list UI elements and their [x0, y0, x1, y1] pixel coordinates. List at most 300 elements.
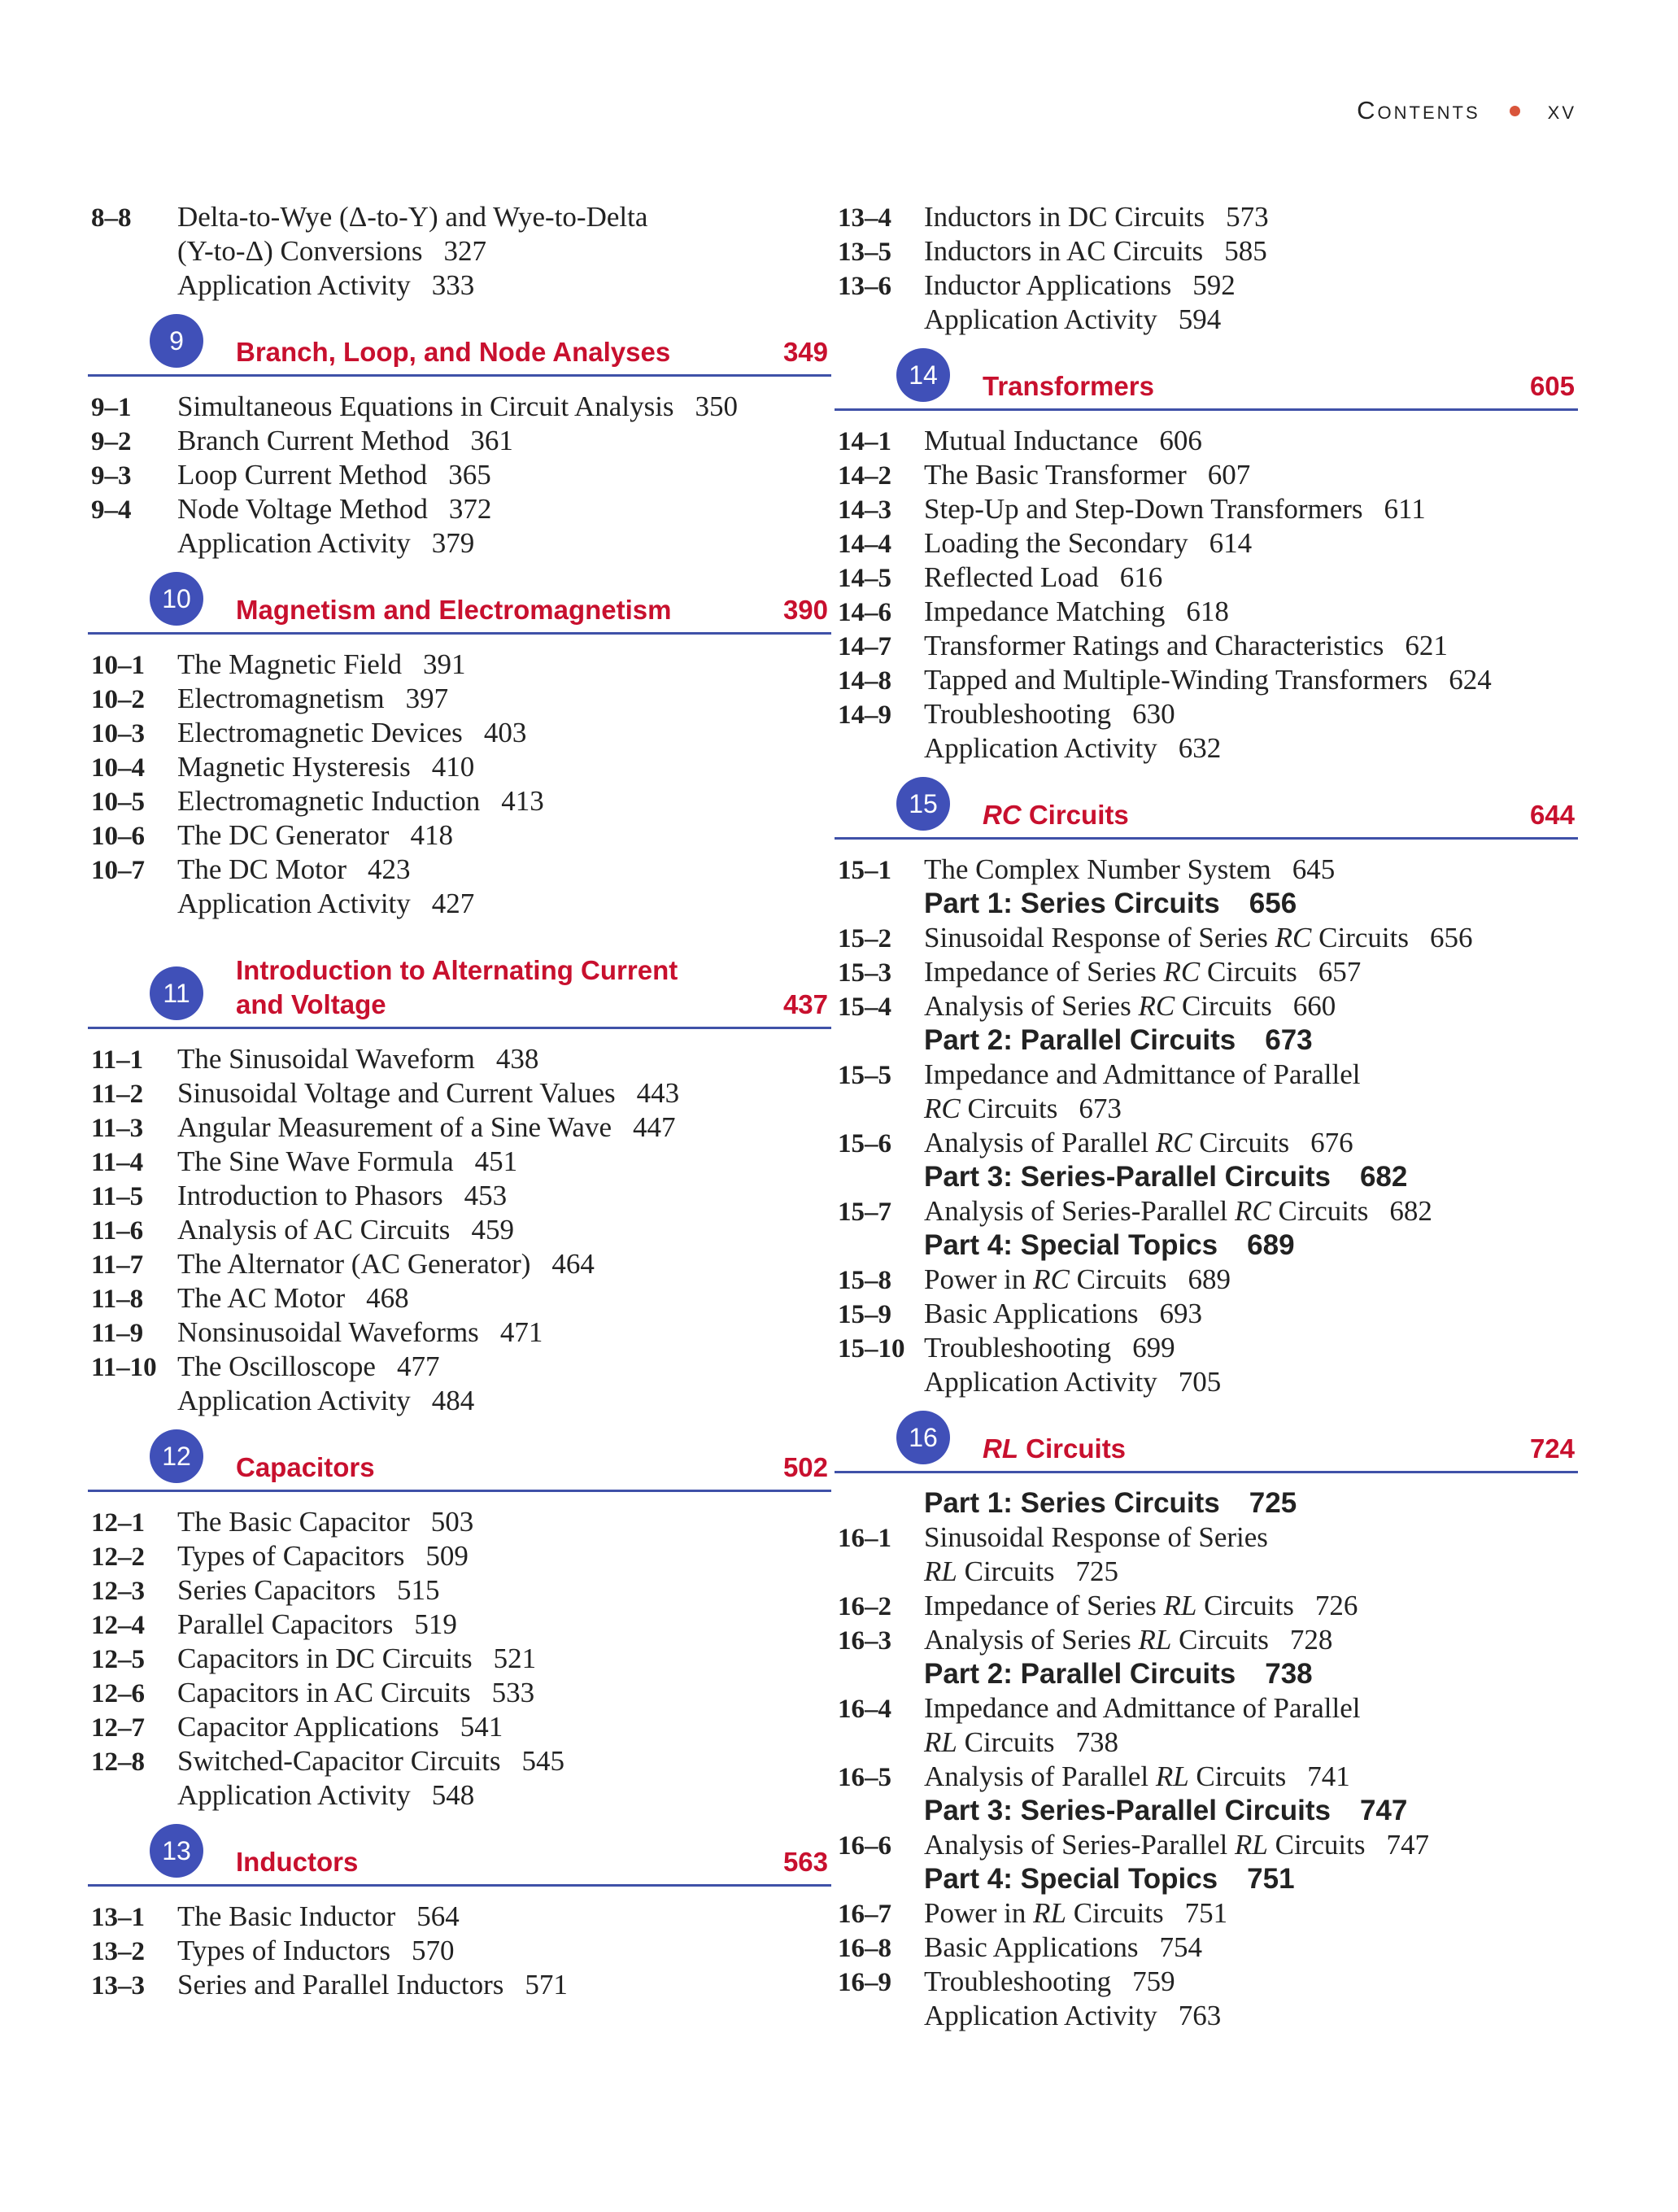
section-page-number: 611 [1384, 493, 1426, 525]
section-number: 13–5 [838, 238, 891, 267]
section-title: Analysis of Series RC Circuits [924, 990, 1272, 1022]
section-title: Magnetic Hysteresis [177, 751, 411, 783]
section-entry [91, 1110, 831, 1145]
section-page-number: 682 [1359, 1161, 1408, 1193]
section-title: The DC Motor [177, 853, 347, 885]
section-entry [91, 1573, 831, 1608]
section-title: The Sine Wave Formula [177, 1145, 454, 1177]
section-entry [838, 1760, 1578, 1794]
section-title: Application Activity [177, 1385, 411, 1416]
section-title: Switched-Capacitor Circuits [177, 1745, 501, 1777]
chapter-title: Magnetism and Electromagnetism [236, 595, 672, 625]
section-number: 9–1 [91, 393, 132, 422]
section-number: 11–2 [91, 1080, 144, 1109]
section-page-number: 656 [1429, 922, 1473, 953]
section-title: Electromagnetic Devices [177, 717, 463, 748]
chapter-number-badge: 10 [150, 572, 203, 626]
section-title: Capacitors in DC Circuits [177, 1643, 473, 1674]
section-title: Power in RC Circuits [924, 1263, 1167, 1295]
section-entry [91, 853, 831, 887]
section-number: 16–2 [838, 1592, 891, 1621]
section-entry [91, 1042, 831, 1076]
section-title: (Y-to-Δ) Conversions [177, 235, 423, 267]
section-number: 16–3 [838, 1626, 891, 1656]
section-entry [91, 1744, 831, 1778]
section-page-number: 656 [1249, 888, 1297, 919]
section-entry [838, 1331, 1578, 1365]
section-page-number: 515 [396, 1574, 440, 1606]
section-number: 14–3 [838, 495, 891, 525]
section-number: 12–5 [91, 1645, 145, 1674]
section-entry [838, 1828, 1578, 1862]
section-number: 16–1 [838, 1524, 891, 1553]
section-entry [838, 629, 1578, 663]
section-page-number: 673 [1265, 1024, 1313, 1056]
section-entry [838, 1126, 1578, 1160]
section-entry [91, 1247, 831, 1281]
section-title: Electromagnetic Induction [177, 785, 481, 817]
part-heading [838, 1486, 1578, 1520]
section-title: Analysis of Parallel RL Circuits [924, 1760, 1287, 1792]
part-title: Part 2: Parallel Circuits [924, 1658, 1236, 1690]
section-number: 14–6 [838, 598, 891, 627]
section-title: The Basic Capacitor [177, 1506, 410, 1538]
section-entry [91, 887, 831, 921]
chapter-heading [88, 1441, 831, 1492]
section-number: 11–7 [91, 1250, 144, 1280]
chapter-heading [88, 1835, 831, 1887]
section-title: Types of Capacitors [177, 1540, 405, 1572]
section-entry [838, 1555, 1578, 1589]
part-title: Part 1: Series Circuits [924, 1487, 1220, 1519]
section-number: 16–5 [838, 1763, 891, 1792]
contents-column-right [838, 200, 1578, 2033]
section-page-number: 738 [1075, 1726, 1118, 1758]
section-entry [838, 1896, 1578, 1931]
section-page-number: 573 [1226, 201, 1269, 233]
section-page-number: 327 [443, 235, 486, 267]
part-title: Part 4: Special Topics [924, 1863, 1218, 1895]
section-number: 12–4 [91, 1611, 145, 1640]
section-entry [838, 1589, 1578, 1623]
section-entry [838, 1520, 1578, 1555]
section-entry [91, 1778, 831, 1813]
section-number: 12–6 [91, 1679, 145, 1708]
section-page-number: 459 [471, 1214, 514, 1246]
section-number: 15–7 [838, 1198, 891, 1227]
section-page-number: 657 [1318, 956, 1362, 988]
section-page-number: 621 [1405, 630, 1448, 661]
section-number: 14–7 [838, 632, 891, 661]
part-heading [838, 1862, 1578, 1896]
section-title: Inductors in DC Circuits [924, 201, 1205, 233]
section-number: 15–1 [838, 856, 891, 885]
section-number: 15–2 [838, 924, 891, 953]
section-number: 12–7 [91, 1713, 145, 1743]
section-number: 11–1 [91, 1045, 144, 1075]
section-page-number: 438 [495, 1043, 539, 1075]
section-title: Reflected Load [924, 561, 1099, 593]
section-number: 15–9 [838, 1300, 891, 1329]
section-number: 15–8 [838, 1266, 891, 1295]
section-entry [91, 1350, 831, 1384]
section-entry [838, 853, 1578, 887]
section-number: 10–4 [91, 753, 145, 783]
section-number: 10–1 [91, 651, 145, 680]
section-title: Transformer Ratings and Characteristics [924, 630, 1384, 661]
chapter-title: Transformers [983, 371, 1154, 401]
section-number: 14–8 [838, 666, 891, 696]
section-number: 14–1 [838, 427, 891, 456]
chapter-title: Branch, Loop, and Node Analyses [236, 337, 671, 367]
section-number: 16–4 [838, 1695, 891, 1724]
part-title: Part 2: Parallel Circuits [924, 1024, 1236, 1056]
part-title: Part 1: Series Circuits [924, 888, 1220, 919]
section-number: 14–5 [838, 564, 891, 593]
chapter-title: RL Circuits [983, 1433, 1127, 1464]
section-number: 11–4 [91, 1148, 144, 1177]
chapter-number-badge: 13 [150, 1824, 203, 1878]
section-title: Inductor Applications [924, 269, 1172, 301]
section-title: Branch Current Method [177, 425, 450, 456]
section-title: Capacitor Applications [177, 1711, 439, 1743]
section-number: 12–8 [91, 1747, 145, 1777]
section-entry [838, 1297, 1578, 1331]
section-title: Loop Current Method [177, 459, 428, 491]
section-page-number: 571 [525, 1969, 568, 2000]
section-number: 15–3 [838, 958, 891, 988]
section-title: Delta-to-Wye (Δ-to-Y) and Wye-to-Delta [177, 201, 648, 233]
section-title: Impedance of Series RL Circuits [924, 1590, 1294, 1621]
section-page-number: 594 [1178, 303, 1222, 335]
section-page-number: 689 [1247, 1229, 1295, 1261]
chapter-heading [88, 953, 831, 1029]
section-page-number: 468 [366, 1282, 409, 1314]
section-page-number: 471 [499, 1316, 543, 1348]
section-entry [91, 1900, 831, 1934]
section-page-number: 728 [1289, 1624, 1333, 1656]
section-entry [91, 750, 831, 784]
section-entry [91, 234, 831, 268]
section-entry [838, 1999, 1578, 2033]
section-title: Analysis of Series-Parallel RC Circuits [924, 1195, 1369, 1227]
section-number: 10–3 [91, 719, 145, 748]
section-entry [838, 955, 1578, 989]
section-number: 14–2 [838, 461, 891, 491]
section-page-number: 747 [1386, 1829, 1429, 1861]
chapter-heading [835, 360, 1578, 411]
section-page-number: 693 [1159, 1298, 1202, 1329]
section-title: Capacitors in AC Circuits [177, 1677, 471, 1708]
section-entry [838, 1623, 1578, 1657]
section-page-number: 464 [551, 1248, 595, 1280]
section-entry [838, 663, 1578, 697]
section-title: Series and Parallel Inductors [177, 1969, 504, 2000]
chapter-number-badge: 15 [896, 777, 950, 831]
section-title: Analysis of Series-Parallel RL Circuits [924, 1829, 1366, 1861]
section-page-number: 689 [1188, 1263, 1231, 1295]
section-page-number: 509 [425, 1540, 469, 1572]
chapter-number-badge: 12 [150, 1429, 203, 1483]
section-entry [91, 1710, 831, 1744]
section-title: Analysis of Series RL Circuits [924, 1624, 1269, 1656]
section-entry [91, 1608, 831, 1642]
section-page-number: 391 [423, 648, 466, 680]
section-page-number: 541 [460, 1711, 503, 1743]
section-title: The Basic Transformer [924, 459, 1187, 491]
chapter-page-number: 349 [782, 337, 828, 367]
section-title: Sinusoidal Voltage and Current Values [177, 1077, 616, 1109]
section-number: 14–4 [838, 530, 891, 559]
section-title: Application Activity [924, 1366, 1157, 1398]
section-page-number: 548 [431, 1779, 475, 1811]
section-title: Basic Applications [924, 1298, 1139, 1329]
section-page-number: 372 [448, 493, 492, 525]
part-heading [838, 1657, 1578, 1691]
section-page-number: 738 [1265, 1658, 1313, 1690]
section-page-number: 645 [1292, 853, 1336, 885]
section-title: Impedance of Series RC Circuits [924, 956, 1297, 988]
section-title: Loading the Secondary [924, 527, 1188, 559]
section-page-number: 624 [1449, 664, 1492, 696]
section-title: Introduction to Phasors [177, 1180, 443, 1211]
section-number: 9–3 [91, 461, 132, 491]
section-entry [838, 1931, 1578, 1965]
section-entry [91, 458, 831, 492]
section-title: Impedance and Admittance of Parallel [924, 1692, 1361, 1724]
section-page-number: 484 [431, 1385, 475, 1416]
section-title: Step-Up and Step-Down Transformers [924, 493, 1363, 525]
section-page-number: 660 [1292, 990, 1336, 1022]
section-page-number: 759 [1132, 1965, 1175, 1997]
section-entry [91, 200, 831, 234]
part-heading [838, 1160, 1578, 1194]
section-title: Application Activity [924, 2000, 1157, 2031]
section-page-number: 751 [1184, 1897, 1228, 1929]
section-entry [91, 1505, 831, 1539]
section-page-number: 632 [1178, 732, 1222, 764]
part-title: Part 3: Series-Parallel Circuits [924, 1161, 1331, 1193]
section-title: Node Voltage Method [177, 493, 428, 525]
section-page-number: 413 [501, 785, 544, 817]
section-number: 10–7 [91, 856, 145, 885]
section-number: 16–6 [838, 1831, 891, 1861]
chapter-page-number: 724 [1529, 1433, 1575, 1464]
section-entry [838, 731, 1578, 766]
chapter-heading [88, 583, 831, 635]
section-entry [838, 424, 1578, 458]
section-page-number: 570 [411, 1935, 455, 1966]
section-title: The Complex Number System [924, 853, 1271, 885]
chapter-number-badge: 14 [896, 348, 950, 402]
section-page-number: 521 [493, 1643, 537, 1674]
section-page-number: 443 [636, 1077, 680, 1109]
section-number: 10–6 [91, 822, 145, 851]
chapter-page-number: 437 [782, 989, 828, 1019]
section-number: 11–10 [91, 1353, 157, 1382]
section-title: Tapped and Multiple-Winding Transformers [924, 664, 1428, 696]
chapter-heading [835, 788, 1578, 840]
section-page-number: 477 [396, 1350, 440, 1382]
section-page-number: 763 [1178, 2000, 1222, 2031]
chapter-number-badge: 16 [896, 1411, 950, 1464]
section-page-number: 361 [470, 425, 513, 456]
section-number: 13–2 [91, 1937, 145, 1966]
section-number: 9–2 [91, 427, 132, 456]
chapter-heading [835, 1422, 1578, 1473]
section-title: The AC Motor [177, 1282, 346, 1314]
section-title: Parallel Capacitors [177, 1608, 394, 1640]
section-page-number: 747 [1359, 1795, 1408, 1826]
section-title: Troubleshooting [924, 1965, 1112, 1997]
section-title: The DC Generator [177, 819, 390, 851]
section-title: The Sinusoidal Waveform [177, 1043, 475, 1075]
section-page-number: 607 [1207, 459, 1251, 491]
section-title: Impedance Matching [924, 596, 1166, 627]
section-page-number: 741 [1307, 1760, 1350, 1792]
section-number: 16–7 [838, 1900, 891, 1929]
section-number: 12–2 [91, 1542, 145, 1572]
section-entry [838, 1691, 1578, 1726]
section-title: Application Activity [177, 527, 411, 559]
section-page-number: 418 [410, 819, 453, 851]
section-number: 11–6 [91, 1216, 144, 1246]
section-entry [838, 697, 1578, 731]
section-page-number: 682 [1389, 1195, 1432, 1227]
section-title: Application Activity [177, 1779, 411, 1811]
section-entry [838, 492, 1578, 526]
section-entry [838, 526, 1578, 561]
section-number: 14–9 [838, 700, 891, 730]
section-entry [91, 1076, 831, 1110]
section-entry [838, 1092, 1578, 1126]
bullet-dot-icon [1510, 106, 1520, 116]
chapter-number-badge: 9 [150, 314, 203, 368]
chapter-page-number: 644 [1529, 800, 1575, 830]
chapter-title: Introduction to Alternating Current and Voltage [236, 955, 678, 1019]
section-page-number: 618 [1186, 596, 1229, 627]
section-entry [838, 1965, 1578, 1999]
section-entry [838, 595, 1578, 629]
section-number: 15–10 [838, 1334, 905, 1363]
section-title: Nonsinusoidal Waveforms [177, 1316, 479, 1348]
section-entry [838, 921, 1578, 955]
section-title: RC Circuits [924, 1093, 1058, 1124]
part-heading [838, 1228, 1578, 1263]
section-page-number: 503 [430, 1506, 474, 1538]
section-page-number: 533 [491, 1677, 535, 1708]
section-number: 9–4 [91, 495, 132, 525]
chapter-title: Inductors [236, 1847, 359, 1877]
section-title: Sinusoidal Response of Series RC Circuits [924, 922, 1409, 953]
section-number: 12–3 [91, 1577, 145, 1606]
section-entry [91, 716, 831, 750]
section-page-number: 519 [414, 1608, 457, 1640]
section-entry [91, 1676, 831, 1710]
part-heading [838, 1023, 1578, 1058]
section-entry [91, 390, 831, 424]
section-title: Troubleshooting [924, 698, 1112, 730]
section-title: Impedance and Admittance of Parallel [924, 1058, 1361, 1090]
section-page-number: 545 [521, 1745, 565, 1777]
section-number: 16–8 [838, 1934, 891, 1963]
section-title: Application Activity [924, 303, 1157, 335]
contents-column-left [91, 200, 831, 2002]
section-page-number: 726 [1314, 1590, 1358, 1621]
section-title: Sinusoidal Response of Series [924, 1521, 1268, 1553]
section-page-number: 365 [448, 459, 491, 491]
section-number: 12–1 [91, 1508, 145, 1538]
section-number: 10–2 [91, 685, 145, 714]
section-page-number: 350 [695, 390, 739, 422]
section-page-number: 705 [1178, 1366, 1222, 1398]
section-page-number: 451 [474, 1145, 518, 1177]
section-page-number: 403 [483, 717, 527, 748]
running-header [1357, 96, 1576, 125]
section-entry [838, 1263, 1578, 1297]
section-page-number: 585 [1224, 235, 1267, 267]
section-page-number: 592 [1192, 269, 1236, 301]
section-number: 13–6 [838, 272, 891, 301]
section-page-number: 754 [1159, 1931, 1202, 1963]
section-entry [91, 1642, 831, 1676]
section-page-number: 725 [1075, 1555, 1118, 1587]
section-number: 13–4 [838, 203, 891, 233]
section-title: The Oscilloscope [177, 1350, 376, 1382]
section-entry [91, 1281, 831, 1315]
section-entry [91, 526, 831, 561]
section-page-number: 453 [464, 1180, 508, 1211]
section-page-number: 751 [1247, 1863, 1295, 1895]
chapter-title: RC Circuits [983, 800, 1129, 830]
section-entry [91, 784, 831, 818]
section-title: Application Activity [924, 732, 1157, 764]
section-number: 15–4 [838, 993, 891, 1022]
section-entry [91, 1179, 831, 1213]
part-heading [838, 1794, 1578, 1828]
section-entry [838, 200, 1578, 234]
section-entry [91, 1968, 831, 2002]
section-entry [91, 424, 831, 458]
section-title: Analysis of Parallel RC Circuits [924, 1127, 1290, 1158]
section-entry [838, 989, 1578, 1023]
section-title: The Magnetic Field [177, 648, 403, 680]
chapter-number-badge: 11 [150, 966, 203, 1020]
section-entry [91, 1384, 831, 1418]
section-page-number: 676 [1310, 1127, 1353, 1158]
section-number: 16–9 [838, 1968, 891, 1997]
section-number: 11–5 [91, 1182, 144, 1211]
section-entry [91, 1934, 831, 1968]
part-heading [838, 887, 1578, 921]
section-entry [91, 1145, 831, 1179]
section-title: The Alternator (AC Generator) [177, 1248, 531, 1280]
section-number: 10–5 [91, 788, 145, 817]
section-title: Mutual Inductance [924, 425, 1139, 456]
section-entry [838, 1058, 1578, 1092]
section-page-number: 410 [431, 751, 475, 783]
section-page-number: 379 [431, 527, 475, 559]
section-entry [91, 492, 831, 526]
section-entry [838, 1365, 1578, 1399]
section-page-number: 725 [1249, 1487, 1297, 1519]
section-page-number: 423 [368, 853, 411, 885]
section-page-number: 564 [416, 1900, 460, 1932]
running-header-title: Contents [1357, 96, 1480, 124]
section-entry [91, 1539, 831, 1573]
section-page-number: 606 [1159, 425, 1202, 456]
section-entry [91, 268, 831, 303]
